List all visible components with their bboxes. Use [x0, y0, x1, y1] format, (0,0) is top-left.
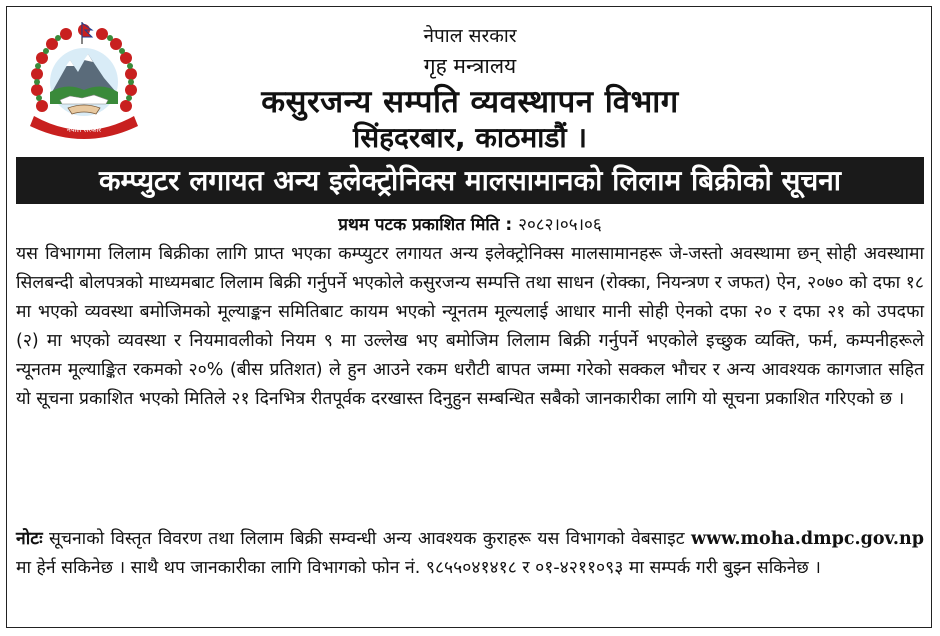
website-link[interactable]: www.moha.dmpc.gov.np — [691, 529, 924, 549]
note-text-contact: मा हेर्न सकिनेछ । साथै थप जानकारीका लागि विभागको फोन नं. ९८५५०४१४१८ र ०१-४२११०९३ मा सम्पर्क गरी बुझ्न सकिनेछ । — [16, 558, 821, 578]
office-location: सिंहदरबार, काठमाडौं । — [352, 121, 588, 154]
government-name: नेपाल सरकार — [423, 25, 517, 47]
department-name: कसुरजन्य सम्पति व्यवस्थापन विभाग — [261, 84, 679, 120]
published-label: प्रथम पटक प्रकाशित मिति : — [338, 215, 513, 235]
note-label: नोटः — [16, 529, 43, 549]
notice-note — [16, 525, 924, 583]
emblem-motto: नेपाल सरकार — [66, 126, 102, 134]
ministry-name: गृह मन्त्रालय — [423, 54, 517, 78]
published-date-line — [0, 212, 940, 235]
notice-body: यस विभागमा लिलाम बिक्रीका लागि प्राप्त भएका कम्प्युटर लगायत अन्य इलेक्ट्रोनिक्स मालसामानहरू जे-जस्तो अवस्थामा छन् सोही अवस्थामा सिलबन्दी बोलपत्रको माध्यमबाट लिलाम बिक्री गर्नुपर्ने भएकोले कसुरजन्य सम्पत्ति तथा साधन (रोक्का, नियन्त्रण र जफत) ऐन, २०७० को दफा १८ मा भएको व्यवस्था बमोजिमको मूल्याङ्कन समितिबाट कायम भएको न्यूनतम मूल्यलाई आधार मानी सोही ऐनको दफा २० र दफा २१ को उपदफा (२) मा भएको व्यवस्था र नियमावलीको नियम ९ मा उल्लेख भए बमोजिम लिलाम बिक्री गर्नुपर्ने भएकोले इच्छुक व्यक्ति, फर्म, कम्पनीहरूले न्यूनतम मूल्याङ्कित रकमको २०% (बीस प्रतिशत) ले हुन आउने रकम धरौटी बापत जम्मा गरेको सक्कल भौचर र अन्य आवश्यक कागजात सहित यो सूचना प्रकाशित भएको मितिले २१ दिनभित्र रीतपूर्वक दरखास्त दिनुहुन सम्बन्धित सबैको जानकारीका लागि यो सूचना प्रकाशित गरिएको छ । — [16, 244, 924, 409]
notice-title-banner — [16, 157, 924, 204]
notice-title: कम्प्युटर लगायत अन्य इलेक्ट्रोनिक्स मालसामानको लिलाम बिक्रीको सूचना — [98, 164, 842, 197]
published-date: २०८२।०५।०६ — [518, 215, 602, 235]
note-text: सूचनाको विस्तृत विवरण तथा लिलाम बिक्री सम्वन्धी अन्य आवश्यक कुराहरू यस विभागको वेबसाइट — [49, 529, 685, 549]
